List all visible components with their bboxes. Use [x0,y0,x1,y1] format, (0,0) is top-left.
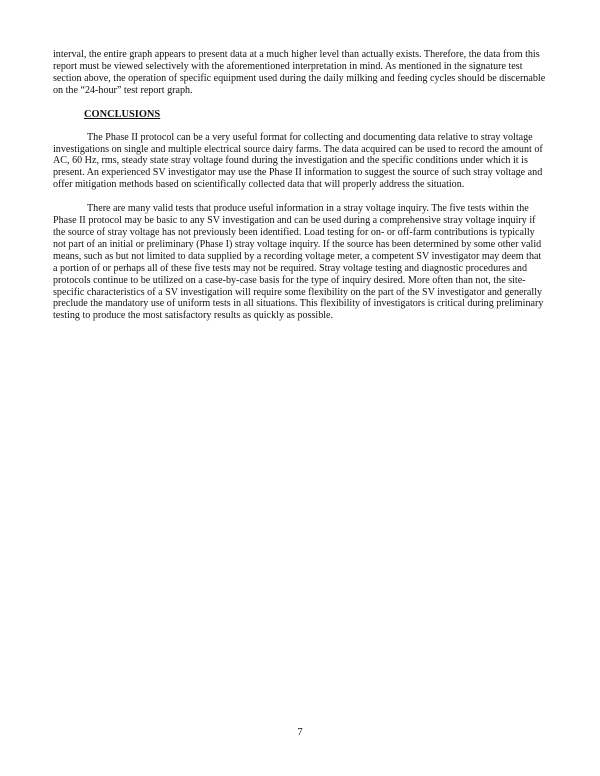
section-heading: CONCLUSIONS [84,108,161,120]
page-number: 7 [297,727,303,738]
document-page [53,49,547,322]
conclusion-paragraph-2: There are many valid tests that produce useful information in a stray voltage inquiry. The five tests within the Phase II protocol may be basic to any SV investigation and can be used during a comprehensive stray voltage inquiry if the source of stray voltage has not previously been identified. Load testing for on- or off-farm contributions is typically not part of an initial or preliminary (Phase I) stray voltage inquiry. If the source has been determined by some other valid means, such as but not limited to data supplied by a recording voltage meter, a competent SV investigator may deem that a portion of or perhaps all of these five tests may not be required. Stray voltage testing and diagnostic procedures and protocols continue to be utilized on a case-by-case basis for the type of inquiry desired. More often than not, the site-specific characteristics of a SV investigation will require some flexibility on the part of the SV investigator and generally preclude the mandatory use of uniform tests in all situations. This flexibility of investigators is critical during preliminary testing to produce the most satisfactory results as quickly as possible. [53,203,544,322]
conclusion-paragraph-1: The Phase II protocol can be a very useful format for collecting and documenting data relative to stray voltage investigations on single and multiple electrical source dairy farms. The data acquired can be used to record the amount of AC, 60 Hz, rms, steady state stray voltage found during the investigation and the specific conditions under which it is present. An experienced SV investigator may use the Phase II information to suggest the source of such stray voltage and offer mitigation methods based on scientifically collected data that will properly address the situation. [53,131,543,191]
intro-paragraph: interval, the entire graph appears to present data at a much higher level than actually exists. Therefore, the data from this report must be viewed selectively with the aforementioned interpretation in mind. As mentioned in the signature test section above, the operation of specific equipment used during the daily milking and feeding cycles should be discernable on the “24-hour” test report graph. [53,49,546,96]
